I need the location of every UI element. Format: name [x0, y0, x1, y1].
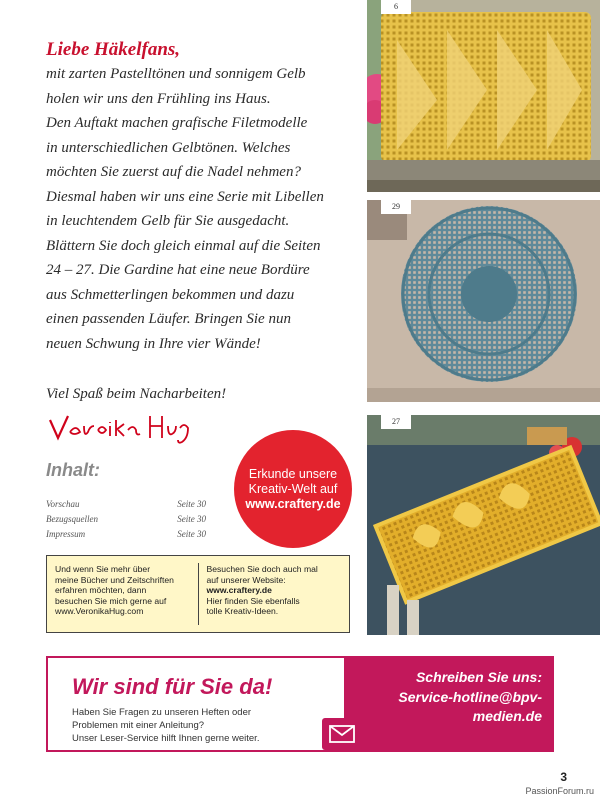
toc-row[interactable]: [46, 527, 206, 542]
info-line: meine Bücher und Zeitschriften: [55, 574, 174, 585]
intro-line: Den Auftakt machen grafische Filetmodelle: [46, 115, 308, 131]
service-line: Unser Leser-Service hilft Ihnen gerne weiter.: [72, 733, 260, 744]
runner-image: [367, 415, 600, 635]
signature-image: [46, 408, 196, 448]
intro-line: möchten Sie zuerst auf die Nadel nehmen?: [46, 164, 301, 180]
service-text: [72, 706, 332, 745]
toc-label: Bezugsquellen: [46, 514, 98, 524]
info-line: erfahren möchten, dann: [55, 585, 147, 596]
intro-line: 24 – 27. Die Gardine hat eine neue Bordüre: [46, 262, 310, 278]
service-line: Problemen mit einer Anleitung?: [72, 720, 205, 731]
intro-line: mit zarten Pastelltönen und sonnigem Gelb: [46, 66, 306, 82]
service-contact-panel: [344, 658, 552, 750]
closing-line: Viel Spaß beim Nacharbeiten!: [46, 386, 227, 402]
info-box-right: [199, 556, 350, 632]
toc-row[interactable]: [46, 512, 206, 527]
photo-pillow: [367, 0, 600, 192]
service-title: Wir sind für Sie da!: [72, 674, 273, 699]
craftery-link[interactable]: www.craftery.de: [206, 585, 272, 596]
intro-line: holen wir uns den Frühling ins Haus.: [46, 90, 271, 107]
intro-line: in unterschiedlichen Gelbtönen. Welches: [46, 139, 291, 156]
info-box-left: [47, 556, 198, 632]
intro-line: in leuchtendem Gelb für Sie ausgedacht.: [46, 213, 290, 229]
intro-line: einen passenden Läufer. Bringen Sie nun: [46, 311, 291, 327]
toc-page: Seite 30: [177, 514, 206, 524]
watermark: PassionForum.ru: [525, 786, 594, 796]
info-line: besuchen Sie mich gerne auf: [55, 595, 167, 606]
intro-line: neuen Schwung in Ihre vier Wände!: [46, 335, 261, 352]
page-number: 3: [560, 770, 567, 784]
toc-label: Vorschau: [46, 499, 80, 509]
craftery-badge[interactable]: [234, 430, 352, 548]
info-line: auf unserer Website:: [206, 574, 286, 585]
info-line: Und wenn Sie mehr über: [55, 564, 151, 574]
table-of-contents: [46, 497, 206, 542]
pillow-image: [367, 0, 600, 192]
info-line: Besuchen Sie doch auch mal: [206, 564, 318, 574]
info-box: [46, 555, 350, 633]
service-line: Haben Sie Fragen zu unseren Heften oder: [72, 707, 252, 718]
veronikahug-link[interactable]: www.VeronikaHug.com: [55, 606, 144, 617]
service-email-link[interactable]: Service-hotline@bpv-medien.de: [398, 689, 542, 724]
greeting: Liebe Häkelfans,: [46, 39, 181, 60]
doily-image: [367, 200, 600, 402]
page-tag: 6: [381, 0, 411, 14]
mail-icon[interactable]: [322, 718, 362, 750]
inhalt-title: Inhalt:: [46, 460, 100, 480]
toc-page: Seite 30: [177, 529, 206, 539]
page-tag: 27: [381, 415, 411, 429]
intro-line: aus Schmetterlingen bekommen und dazu: [46, 286, 295, 303]
toc-label: Impressum: [46, 529, 86, 539]
service-heading: Schreiben Sie uns:: [415, 669, 542, 685]
info-line: Hier finden Sie ebenfalls: [206, 595, 300, 606]
intro-line: Blättern Sie doch gleich einmal auf die Seiten: [46, 237, 321, 254]
badge-line: Kreativ-Welt auf: [248, 481, 338, 496]
service-banner: [46, 656, 554, 752]
toc-page: Seite 30: [177, 499, 206, 509]
badge-line: Erkunde unsere: [248, 466, 338, 481]
page-tag: 29: [381, 200, 411, 214]
badge-url-link[interactable]: www.craftery.de: [245, 496, 341, 511]
info-line: tolle Kreativ-Ideen.: [206, 606, 279, 617]
photo-doily: [367, 200, 600, 402]
photo-runner: [367, 415, 600, 635]
intro-letter: [46, 38, 366, 356]
intro-line: Diesmal haben wir uns eine Serie mit Libellen: [46, 188, 324, 205]
toc-row[interactable]: [46, 497, 206, 512]
